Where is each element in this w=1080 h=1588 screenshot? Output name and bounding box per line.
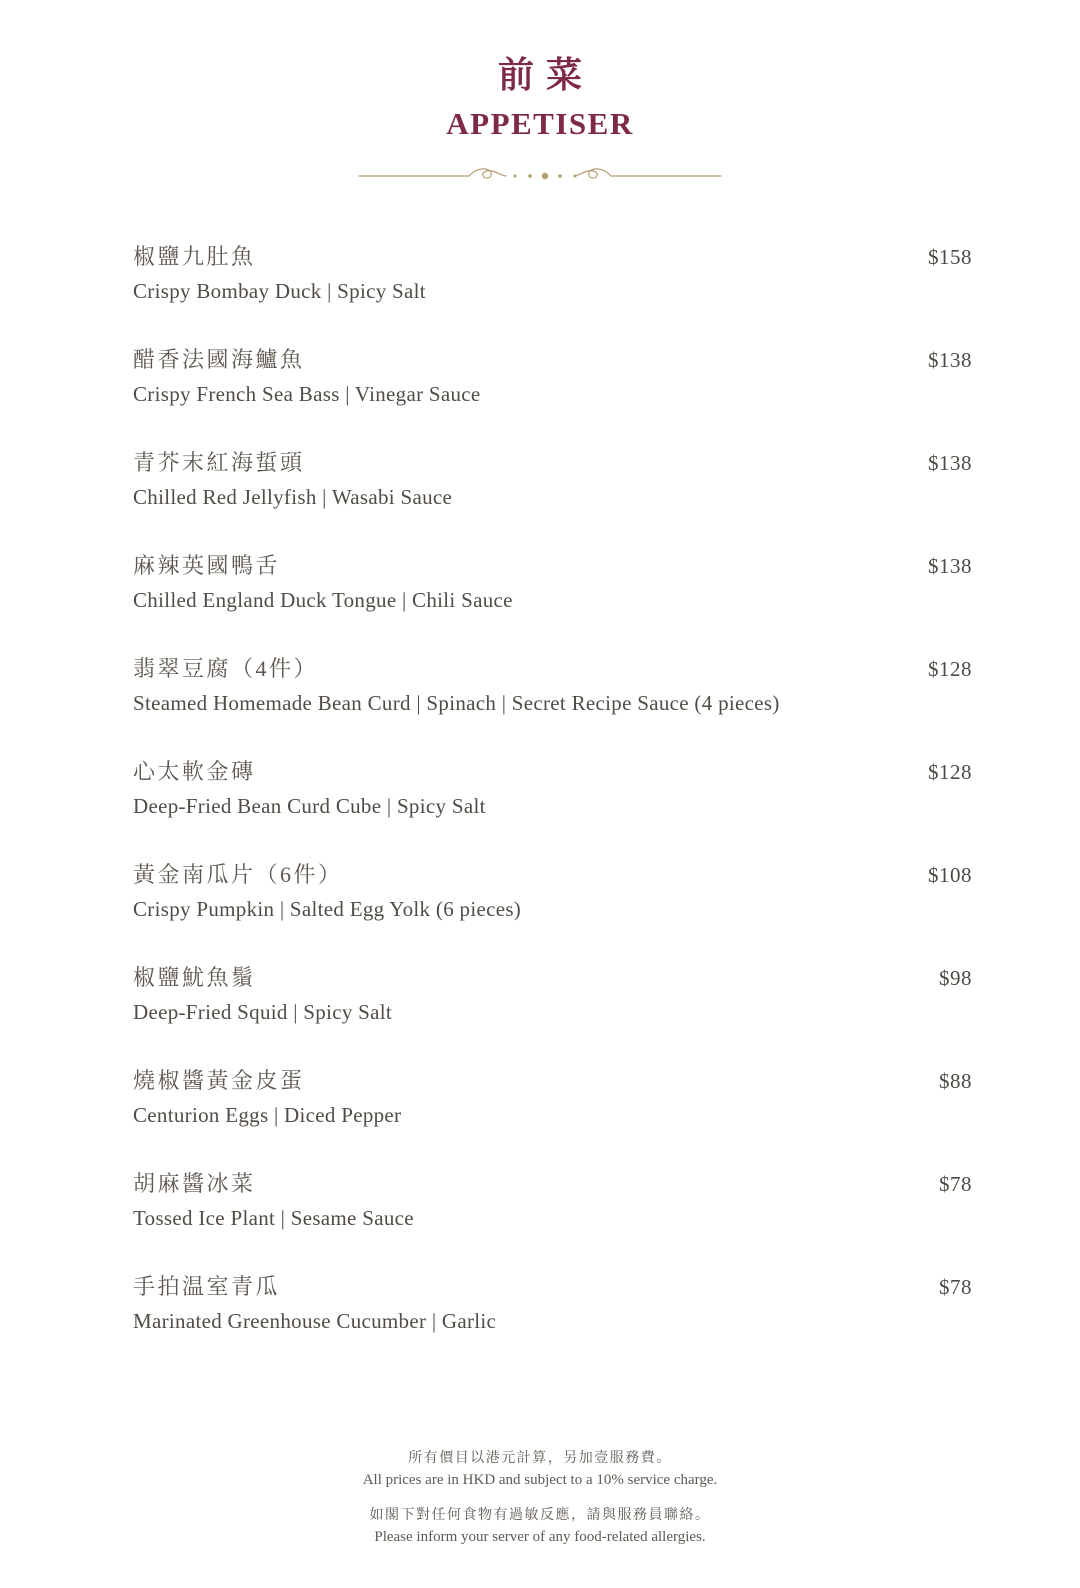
item-names — [133, 551, 513, 615]
allergy-note-zh: 如閣下對任何食物有過敏反應，請與服務員聯絡。 — [369, 1508, 711, 1523]
item-name-en: Centurion Eggs | Diced Pepper — [133, 1103, 402, 1128]
menu-item — [133, 448, 972, 512]
item-name-zh: 燒椒醬黃金皮蛋 — [133, 1068, 305, 1094]
item-name-en: Tossed Ice Plant | Sesame Sauce — [133, 1206, 414, 1231]
item-price: $98 — [939, 966, 972, 991]
item-price: $158 — [928, 245, 972, 270]
item-name-en: Steamed Homemade Bean Curd | Spinach | Secret Recipe Sauce (4 pieces) — [133, 691, 780, 716]
item-name-zh: 翡翠豆腐（4件） — [133, 656, 319, 682]
item-name-en: Chilled Red Jellyfish | Wasabi Sauce — [133, 485, 453, 510]
item-name-en: Marinated Greenhouse Cucumber | Garlic — [133, 1309, 497, 1334]
item-names — [133, 1066, 401, 1130]
item-name-en: Deep-Fried Squid | Spicy Salt — [133, 1000, 393, 1025]
item-name-zh: 青芥末紅海蜇頭 — [133, 450, 305, 476]
menu-item — [133, 551, 972, 615]
menu-item — [133, 1272, 972, 1336]
menu-list — [0, 186, 1080, 1336]
item-price: $128 — [928, 657, 972, 682]
item-name-zh: 麻辣英國鴨舌 — [133, 553, 281, 579]
item-price: $128 — [928, 760, 972, 785]
item-names — [133, 860, 521, 924]
item-price: $78 — [939, 1172, 972, 1197]
item-names — [133, 654, 780, 718]
menu-item — [133, 860, 972, 924]
page-header — [0, 0, 1080, 142]
item-name-zh: 手拍温室青瓜 — [133, 1274, 281, 1300]
item-names — [133, 963, 392, 1027]
item-name-en: Crispy Bombay Duck | Spicy Salt — [133, 279, 426, 304]
item-price: $78 — [939, 1275, 972, 1300]
item-name-en: Deep-Fried Bean Curd Cube | Spicy Salt — [133, 794, 486, 819]
item-price: $88 — [939, 1069, 972, 1094]
allergy-note — [0, 1506, 1080, 1548]
item-names — [133, 448, 452, 512]
item-name-zh: 椒鹽魷魚鬚 — [133, 965, 256, 991]
item-price: $108 — [928, 863, 972, 888]
item-name-zh: 心太軟金磚 — [133, 759, 256, 785]
menu-item — [133, 1066, 972, 1130]
allergy-note-en: Please inform your server of any food-related allergies. — [374, 1529, 706, 1545]
menu-item — [133, 757, 972, 821]
service-charge-note-zh: 所有價目以港元計算，另加壹服務費。 — [408, 1451, 672, 1466]
menu-item — [133, 654, 972, 718]
item-name-en: Crispy French Sea Bass | Vinegar Sauce — [133, 382, 481, 407]
ornamental-divider — [357, 166, 723, 186]
menu-item — [133, 345, 972, 409]
item-price: $138 — [928, 554, 972, 579]
item-names — [133, 1272, 496, 1336]
item-name-en: Crispy Pumpkin | Salted Egg Yolk (6 pieces) — [133, 897, 522, 922]
divider-dots — [514, 173, 577, 179]
service-charge-note — [0, 1449, 1080, 1491]
item-names — [133, 345, 481, 409]
item-price: $138 — [928, 348, 972, 373]
item-price: $138 — [928, 451, 972, 476]
item-name-zh: 黃金南瓜片（6件） — [133, 862, 343, 888]
item-names — [133, 242, 426, 306]
item-name-zh: 醋香法國海鱸魚 — [133, 347, 305, 373]
menu-item — [133, 1169, 972, 1233]
menu-item — [133, 963, 972, 1027]
item-names — [133, 757, 486, 821]
section-title-chinese: 前菜 — [497, 55, 594, 95]
footer-notes — [0, 1449, 1080, 1548]
item-name-zh: 胡麻醬冰菜 — [133, 1171, 256, 1197]
item-names — [133, 1169, 414, 1233]
menu-item — [133, 242, 972, 306]
divider-lines-and-scrolls — [359, 169, 721, 178]
item-name-zh: 椒鹽九肚魚 — [133, 244, 256, 270]
section-title-english: APPETISER — [446, 106, 634, 142]
item-name-en: Chilled England Duck Tongue | Chili Sauce — [133, 588, 513, 613]
service-charge-note-en: All prices are in HKD and subject to a 10% service charge. — [362, 1472, 718, 1488]
